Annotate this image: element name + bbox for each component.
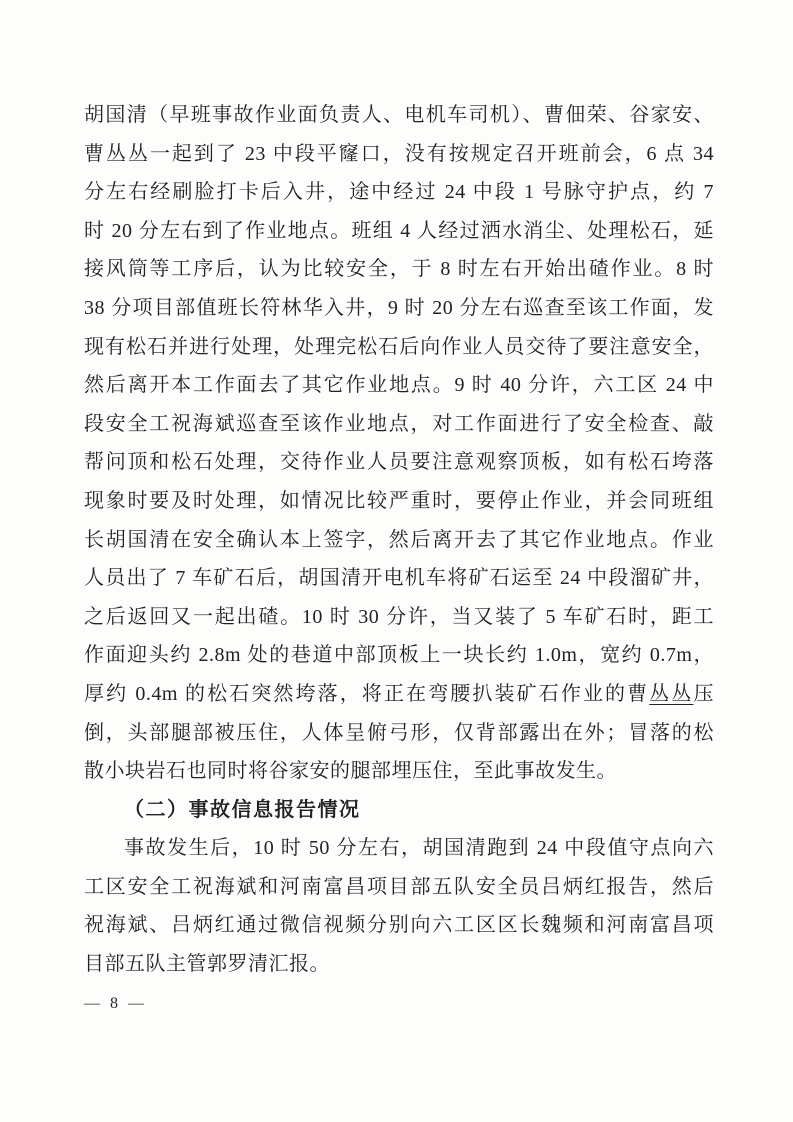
text-line: 接风筒等工序后，认为比较安全，于 8 时左右开始出碴作业。8 时 <box>84 258 714 281</box>
text-line: 厚约 0.4m 的松石突然垮落，将正在弯腰扒装矿石作业的曹丛丛压 <box>84 682 714 705</box>
text-line: 事故发生后，10 时 50 分左右，胡国清跑到 24 中段值守点向六 <box>124 837 714 860</box>
text-line: 散小块岩石也同时将谷家安的腿部埋压住，至此事故发生。 <box>84 760 617 783</box>
text-line: 现象时要及时处理，如情况比较严重时，要停止作业，并会同班组 <box>84 489 714 512</box>
section-heading: （二）事故信息报告情况 <box>124 798 361 821</box>
text-line: 时 20 分左右到了作业地点。班组 4 人经过洒水消尘、处理松石，延 <box>84 219 714 242</box>
underlined-name: 丛丛 <box>649 682 694 705</box>
text-line: 倒，头部腿部被压住，人体呈俯弓形，仅背部露出在外；冒落的松 <box>84 721 714 744</box>
text-line: 之后返回又一起出碴。10 时 30 分许，当又装了 5 车矿石时，距工 <box>84 605 714 628</box>
text-line: 工区安全工祝海斌和河南富昌项目部五队安全员吕炳红报告，然后 <box>84 875 714 898</box>
page-number: — 8 — <box>84 995 147 1012</box>
document-body <box>84 96 714 984</box>
text-line: 分左右经刷脸打卡后入井，途中经过 24 中段 1 号脉守护点，约 7 <box>84 181 714 204</box>
text-line: 目部五队主管郭罗清汇报。 <box>84 953 330 976</box>
text-line: 38 分项目部值班长符林华入井，9 时 20 分左右巡查至该工作面，发 <box>84 296 714 319</box>
text-line: 人员出了 7 车矿石后，胡国清开电机车将矿石运至 24 中段溜矿井， <box>84 567 714 590</box>
text-line: 然后离开本工作面去了其它作业地点。9 时 40 分许，六工区 24 中 <box>84 374 714 397</box>
text-line: 曹丛丛一起到了 23 中段平窿口，没有按规定召开班前会，6 点 34 <box>84 142 714 165</box>
text-line: 祝海斌、吕炳红通过微信视频分别向六工区区长魏频和河南富昌项 <box>84 914 714 937</box>
text-line: 作面迎头约 2.8m 处的巷道中部顶板上一块长约 1.0m，宽约 0.7m， <box>84 644 714 667</box>
text-line: 胡国清（早班事故作业面负责人、电机车司机）、曹佃荣、谷家安、 <box>84 104 714 126</box>
text-line: 现有松石并进行处理，处理完松石后向作业人员交待了要注意安全， <box>84 335 714 358</box>
text-line: 长胡国清在安全确认本上签字，然后离开去了其它作业地点。作业 <box>84 528 714 551</box>
text-line: 段安全工祝海斌巡查至该作业地点，对工作面进行了安全检查、敲 <box>84 412 714 435</box>
text-line: 帮问顶和松石处理，交待作业人员要注意观察顶板，如有松石垮落 <box>84 451 714 474</box>
